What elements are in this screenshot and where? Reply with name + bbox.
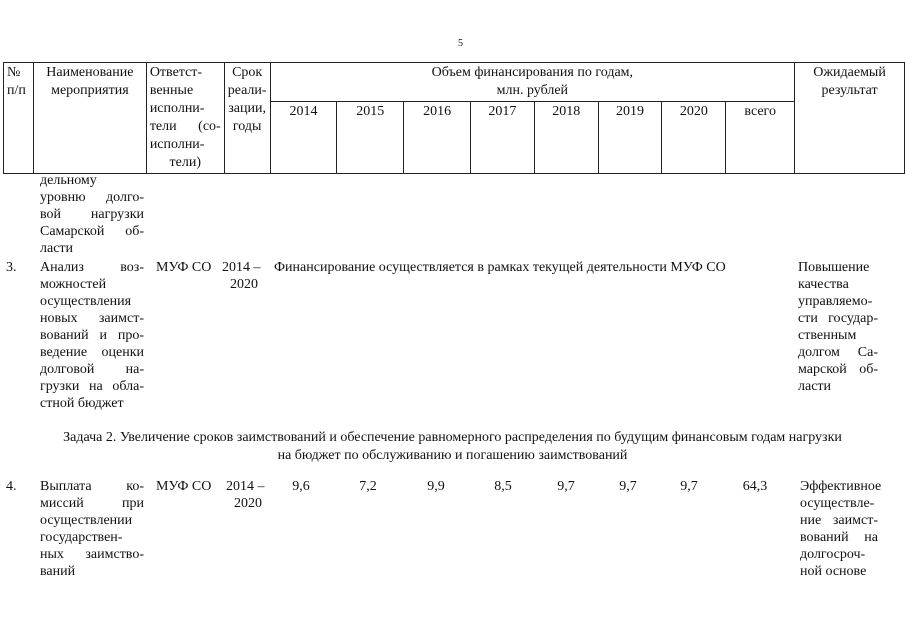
row3-expected-result: Повышение качества управляемо- сти государ- ственным долгом Са- марской об- ласти: [798, 260, 878, 394]
row4-value-2019: 9,7: [619, 479, 637, 494]
row4-term: 2014 – 2020: [226, 479, 265, 511]
header-col-result: Ожидаемый результат: [795, 63, 905, 174]
header-year-2019: 2019: [598, 102, 662, 174]
row4-value-2015: 7,2: [359, 479, 377, 494]
header-col-name: Наименование мероприятия: [33, 63, 146, 174]
row3-measure-name: Анализ воз- можностей осуществления новых заимст- вований и про- ведение оценки долговой на- грузки на обла- стной бюджет: [40, 260, 144, 411]
task2-heading: Задача 2. Увеличение сроков заимствований и обеспечение равномерного распределения по будущим финансовым годам нагрузки на бюджет по обслуживанию и погашению заимствований: [63, 430, 842, 463]
continued-measure-name: дельному уровню долго- вой нагрузки Самарской об- ласти: [40, 173, 144, 256]
row4-number: 4.: [6, 479, 17, 494]
row3-term: 2014 – 2020: [222, 260, 261, 292]
header-col-number: № п/п: [4, 63, 34, 174]
row4-value-2017: 8,5: [494, 479, 512, 494]
header-funding-title: Объем финансирования по годам, млн. рублей: [270, 63, 795, 102]
row3-funding-note: Финансирование осуществляется в рамках текущей деятельности МУФ СО: [274, 260, 726, 275]
header-year-2016: 2016: [404, 102, 471, 174]
header-col-responsible: Ответст- венные исполни- тели (со- исполни- тели): [146, 63, 224, 174]
row4-value-2014: 9,6: [292, 479, 310, 494]
row4-responsible: МУФ СО: [156, 479, 212, 494]
page-number: 5: [458, 38, 463, 49]
row4-expected-result: Эффективное осуществле- ние заимст- вований на долгосроч- ной основе: [800, 479, 882, 579]
row4-measure-name: Выплата ко- миссий при осуществлении государствен- ных заимство- ваний: [40, 479, 144, 579]
header-year-2018: 2018: [534, 102, 598, 174]
header-col-term: Срок реали- зации, годы: [224, 63, 270, 174]
row4-value-2020: 9,7: [680, 479, 698, 494]
row3-responsible: МУФ СО: [156, 260, 212, 275]
row4-value-2018: 9,7: [557, 479, 575, 494]
header-year-2020: 2020: [662, 102, 726, 174]
table-header: [3, 62, 905, 174]
header-year-2015: 2015: [337, 102, 404, 174]
row3-number: 3.: [6, 260, 17, 275]
row4-value-2016: 9,9: [427, 479, 445, 494]
header-total: всего: [726, 102, 795, 174]
header-year-2014: 2014: [270, 102, 337, 174]
header-year-2017: 2017: [470, 102, 534, 174]
row4-value-total: 64,3: [742, 479, 768, 494]
